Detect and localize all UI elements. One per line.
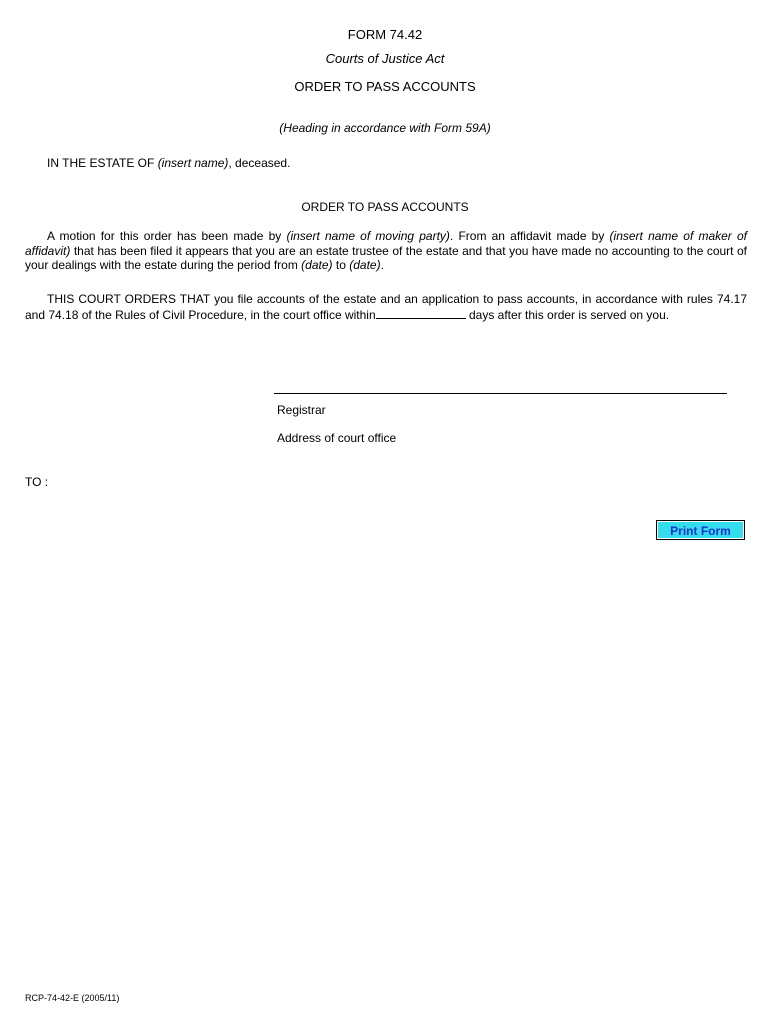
affiant-field[interactable]: (insert name of maker of affidavit) [25, 229, 747, 258]
motion-paragraph [25, 229, 747, 273]
registrar-label: Registrar [277, 403, 326, 417]
motion-text-5: . [380, 258, 384, 272]
motion-text-2: . From an affidavit made by [449, 229, 610, 243]
heading-note: (Heading in accordance with Form 59A) [279, 121, 491, 135]
page-title: ORDER TO PASS ACCOUNTS [294, 79, 476, 94]
act-title: Courts of Justice Act [325, 51, 445, 66]
motion-text-1: A motion for this order has been made by [47, 229, 287, 243]
print-form-button[interactable]: Print Form [656, 520, 745, 540]
order-paragraph [25, 292, 747, 322]
days-field[interactable] [376, 307, 466, 319]
date-from-field[interactable]: (date) [301, 258, 333, 272]
date-to-field[interactable]: (date) [349, 258, 381, 272]
moving-party-field[interactable]: (insert name of moving party) [286, 229, 450, 243]
form-number: FORM 74.42 [347, 27, 423, 42]
order-text-1: THIS COURT ORDERS THAT you file accounts of the estate and an application to pass accounts, in accordance with rules 74.17 and 74.18 of the Rules of Civil Procedure, in the court office within [25, 292, 747, 322]
form-code: RCP-74-42-E (2005/11) [25, 993, 120, 1003]
signature-line [274, 393, 727, 394]
to-label: TO : [25, 475, 49, 489]
estate-suffix: , deceased. [228, 156, 291, 170]
court-office-address-label: Address of court office [277, 431, 397, 445]
motion-text-4: to [332, 258, 350, 272]
estate-name-field[interactable]: (insert name) [157, 156, 229, 170]
estate-line [47, 156, 290, 170]
motion-text-3: that has been filed it appears that you are an estate trustee of the estate and that you have made no accounting to the court of your dealings with the estate during the period from [25, 243, 747, 272]
order-text-2: days after this order is served on you. [465, 307, 670, 322]
estate-prefix: IN THE ESTATE OF [47, 156, 158, 170]
order-subtitle: ORDER TO PASS ACCOUNTS [301, 200, 469, 214]
